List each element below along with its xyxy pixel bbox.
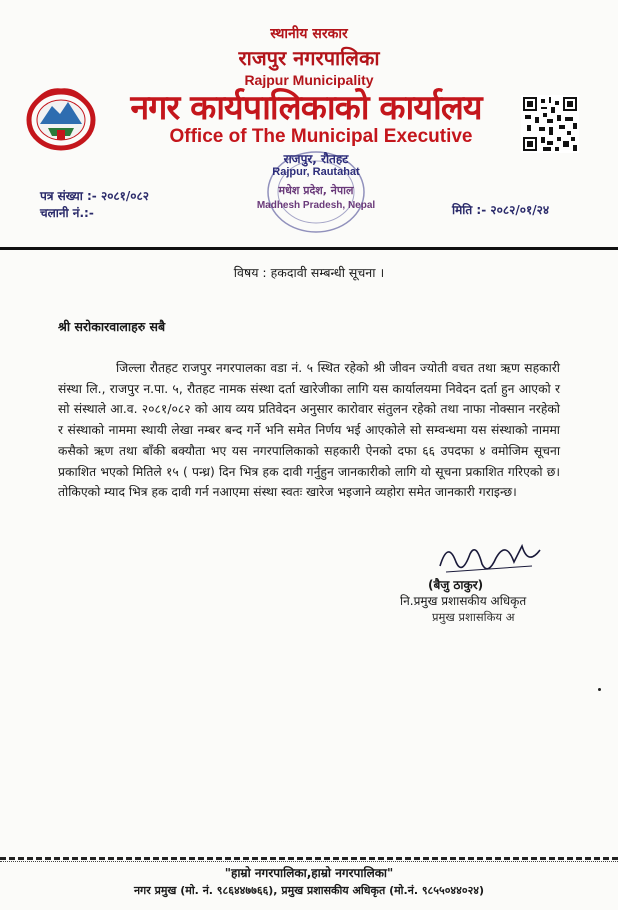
dispatch-number: चलानी नं.:- <box>40 206 94 220</box>
letter-number: पत्र संख्या :- २०८१/०८२ <box>40 189 150 203</box>
stray-mark <box>598 688 601 691</box>
stamp-line-4: Madhesh Pradesh, Nepal <box>256 200 376 211</box>
subject-line: विषय : हकदावी सम्बन्धी सूचना । <box>233 265 385 280</box>
stamp-line-3: मधेश प्रदेश, नेपाल <box>278 184 354 197</box>
office-name-nepali: नगर कार्यपालिकाको कार्यालय <box>130 88 482 128</box>
footer-divider <box>0 857 618 860</box>
municipality-name-nepali: राजपुर नगरपालिका <box>238 46 380 70</box>
footer-divider-dotted <box>0 861 618 862</box>
local-government-label: स्थानीय सरकार <box>270 26 348 42</box>
signatory-stamp-title: प्रमुख प्रशासकिय अ <box>432 610 515 624</box>
salutation: श्री सरोकारवालाहरु सबै <box>58 319 166 334</box>
notice-body: जिल्ला रौतहट राजपुर नगरपालका वडा नं. ५ स्थित रहेको श्री जीवन ज्योती वचत तथा ऋण सहकारी संस्था लि., राजपुर न.पा. ५, रौतहट नामक संस्था दर्ता खारेजीका लागि यस कार्यालयमा निवेदन दर्ता हुन आएको र सो संस्थाले आ.व. २०८१/०८२ को आय व्यय प्रतिवेदन अनुसार कारोवार संतुलन रहेको तथा नाफा नोक्सान नरहेको र संस्थाको नाममा स्थायी लेखा नम्बर बन्द गर्ने भनि समेत निर्णय भई आएकोले सो सम्वन्धमा यस संस्थाको नाममा कसैको ऋण तथा बाँकी बक्यौता भए यस नगरपालिकाको सहकारी ऐनको दफा ६६ उपदफा ४ वमोजिम सूचना प्रकाशित भएको मितिले १५ ( पन्ध्र) दिन भित्र हक दावी गर्नुहुन जानकारीको लागि यो सूचना प्रकाशित गरिएको छ। तोकिएको म्याद भित्र हक दावी गर्न नआएमा संस्था स्वतः खारेज भइजाने व्यहोरा समेत जानकारी गराइन्छ। <box>58 361 560 500</box>
signatory-title: नि.प्रमुख प्रशासकीय अधिकृत <box>400 594 527 608</box>
header-divider <box>0 247 618 250</box>
footer-contacts: नगर प्रमुख (मो. नं. ९८६४४७७६६), प्रमुख प्रशासकीय अधिकृत (मो.नं. ९८५५०४४०२४) <box>133 884 485 897</box>
footer-motto: "हाम्रो नगरपालिका,हाम्रो नगरपालिका" <box>224 866 394 880</box>
letter-date: मिति :- २०८२/०१/२४ <box>452 203 550 217</box>
nepal-emblem-icon <box>26 84 96 152</box>
stamp-line-2: Rajpur, Rautahat <box>272 166 360 178</box>
qr-code-icon <box>521 95 579 153</box>
signatory-name: (बैजु ठाकुर) <box>428 578 484 592</box>
office-name-english: Office of The Municipal Executive <box>169 126 473 147</box>
stamp-line-1: राजपुर, रौतहट <box>283 152 349 166</box>
municipality-name-english: Rajpur Municipality <box>244 72 374 88</box>
